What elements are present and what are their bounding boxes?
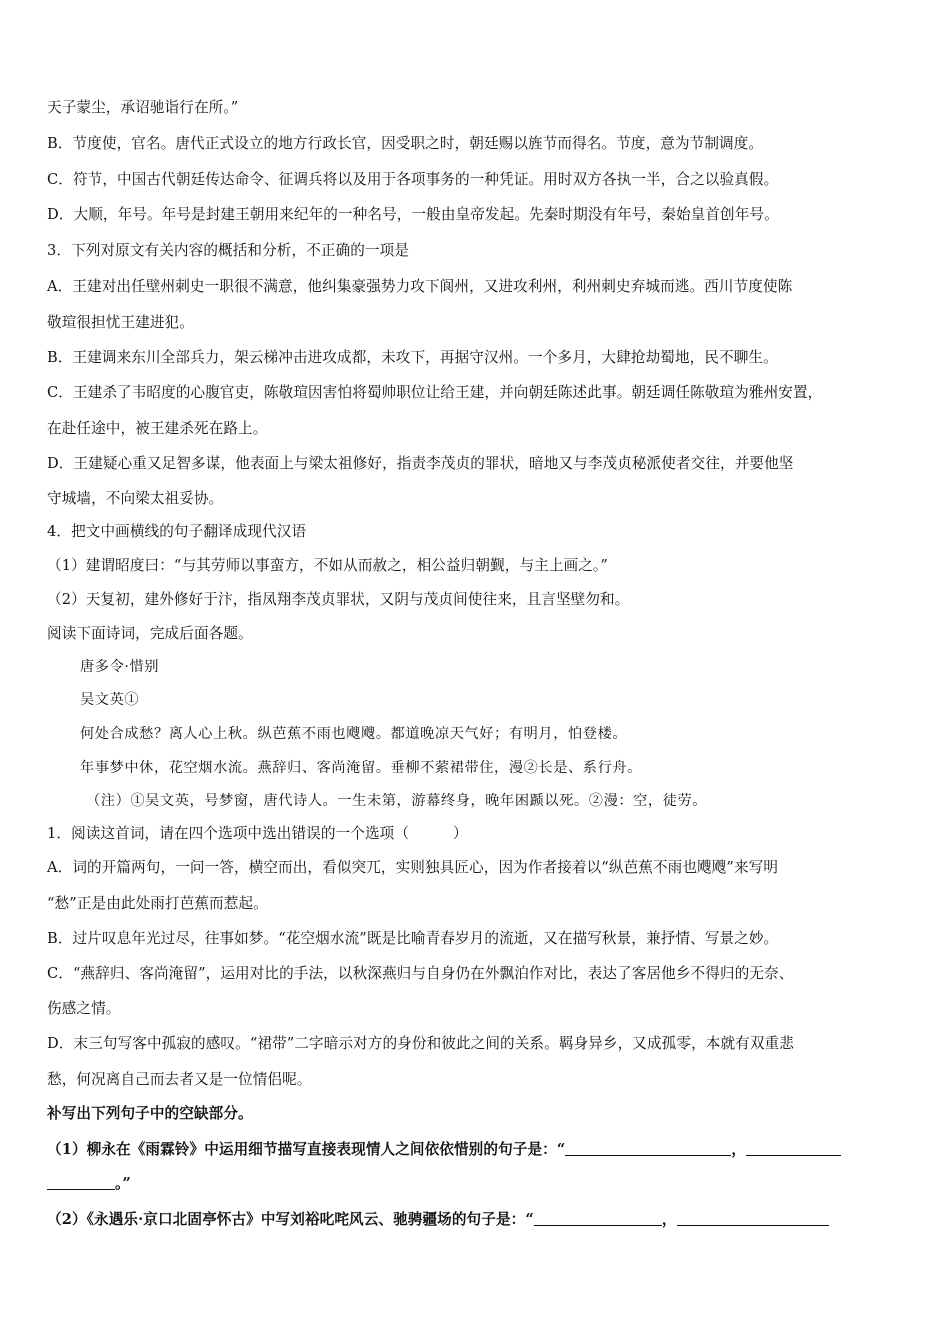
question-text: 1．阅读这首词，请在四个选项中选出错误的一个选项（ — [47, 825, 410, 842]
q3-option-d: D．王建疑心重又足智多谋，他表面上与梁太祖修好，指责李茂贞的罪状，暗地又与李茂贞秘派使者交往，并要他坚 — [47, 455, 794, 472]
poem-option-a: A．词的开篇两句，一问一答，横空而出，看似突兀，实则独具匠心，因为作者接着以“纵芭蕉不雨也飕飕”来写明 — [47, 859, 779, 876]
fill-blank-item-1 — [47, 1140, 907, 1160]
poem-option-c-cont: 伤感之情。 — [47, 1000, 121, 1017]
q4-item-2: （2）天复初，建外修好于汴，指凤翔李茂贞罪状，又阴与茂贞间使往来，且言坚壁勿和。 — [47, 591, 630, 608]
question-3: 3．下列对原文有关内容的概括和分析，不正确的一项是 — [47, 242, 410, 259]
option-b-jiedushi: B．节度使，官名。唐代正式设立的地方行政长官，因受职之时，朝廷赐以旌节而得名。节度，意为节制调度。 — [47, 135, 764, 152]
poem-option-d-cont: 愁，何况离自己而去者又是一位情侣呢。 — [47, 1071, 312, 1088]
fill-blank-2-prompt: （2）《永遇乐·京口北固亭怀古》中写刘裕叱咤风云、驰骋疆场的句子是：“ — [47, 1211, 534, 1228]
q3-option-b: B．王建调来东川全部兵力，架云梯冲击进攻成都，未攻下，再据守汉州。一个多月，大肆抢劫蜀地，民不聊生。 — [47, 349, 778, 366]
q3-option-a: A．王建对出任壁州刺史一职很不满意，他纠集豪强势力攻下阆州，又进攻利州，利州刺史弃城而逃。西川节度使陈 — [47, 278, 793, 295]
question-4: 4．把文中画横线的句子翻译成现代汉语 — [47, 523, 307, 540]
poem-option-d: D．末三句写客中孤寂的感叹。“裙带”二字暗示对方的身份和彼此之间的关系。羁身异乡，又成孤零，本就有双重悲 — [47, 1035, 794, 1052]
comma: ， — [661, 1211, 677, 1228]
poem-option-c: C．“燕辞归、客尚淹留”，运用对比的手法，以秋深燕归与自身仍在外飘泊作对比，表达了客居他乡不得归的无奈、 — [47, 965, 794, 982]
poem-author: 吴文英① — [80, 692, 140, 708]
blank-input[interactable] — [565, 1141, 731, 1156]
blank-input[interactable] — [746, 1141, 841, 1156]
option-d-dashun: D．大顺，年号。年号是封建王朝用来纪年的一种名号，一般由皇帝发起。先秦时期没有年号，秦始皇首创年号。 — [47, 206, 779, 223]
blank-input[interactable] — [677, 1211, 829, 1226]
poem-instruction: 阅读下面诗词，完成后面各题。 — [47, 625, 253, 642]
fill-blank-heading: 补写出下列句子中的空缺部分。 — [47, 1105, 253, 1122]
fill-blank-1-prompt: （1）柳永在《雨霖铃》中运用细节描写直接表现情人之间依依惜别的句子是：“ — [47, 1141, 566, 1158]
blank-input[interactable] — [47, 1175, 115, 1190]
fill-blank-item-1-cont — [47, 1174, 907, 1194]
q4-item-1: （1）建谓昭度曰：“与其劳师以事蛮方，不如从而赦之，相公益归朝觐，与主上画之。” — [47, 557, 608, 574]
poem-stanza-1: 何处合成愁？离人心上秋。纵芭蕉不雨也飕飕。都道晚凉天气好；有明月，怕登楼。 — [80, 726, 628, 742]
blank-input[interactable] — [534, 1211, 662, 1226]
q3-option-d-cont: 守城墙，不向梁太祖妥协。 — [47, 490, 224, 507]
poem-title: 唐多令·惜别 — [80, 659, 160, 675]
poem-option-b: B．过片叹息年光过尽，往事如梦。“花空烟水流”既是比喻青春岁月的流逝，又在描写秋景，兼抒情、写景之妙。 — [47, 930, 779, 947]
q3-option-c-cont: 在赴任途中，被王建杀死在路上。 — [47, 420, 268, 437]
text-line: 天子蒙尘，承诏驰诣行在所。” — [47, 99, 239, 116]
q3-option-c: C．王建杀了韦昭度的心腹官吏，陈敬瑄因害怕将蜀帅职位让给王建，并向朝廷陈述此事。朝廷调任陈敬瑄为雅州安置， — [47, 384, 823, 401]
q3-option-a-cont: 敬瑄很担忧王建进犯。 — [47, 314, 194, 331]
fill-blank-item-2 — [47, 1210, 907, 1230]
poem-stanza-2: 年事梦中休，花空烟水流。燕辞归、客尚淹留。垂柳不萦裙带住，漫②长是、系行舟。 — [80, 760, 642, 776]
paren-close: ） — [453, 825, 468, 842]
poem-note: （注）①吴文英，号梦窗，唐代诗人。一生未第，游幕终身，晚年困踬以死。②漫：空，徒劳。 — [86, 793, 708, 809]
poem-question-1 — [47, 824, 907, 844]
comma: ， — [731, 1141, 747, 1158]
option-c-fujie: C．符节，中国古代朝廷传达命令、征调兵将以及用于各项事务的一种凭证。用时双方各执一半，合之以验真假。 — [47, 171, 779, 188]
closing-quote: 。” — [115, 1175, 131, 1192]
poem-option-a-cont: “愁”正是由此处雨打芭蕉而惹起。 — [47, 895, 268, 912]
